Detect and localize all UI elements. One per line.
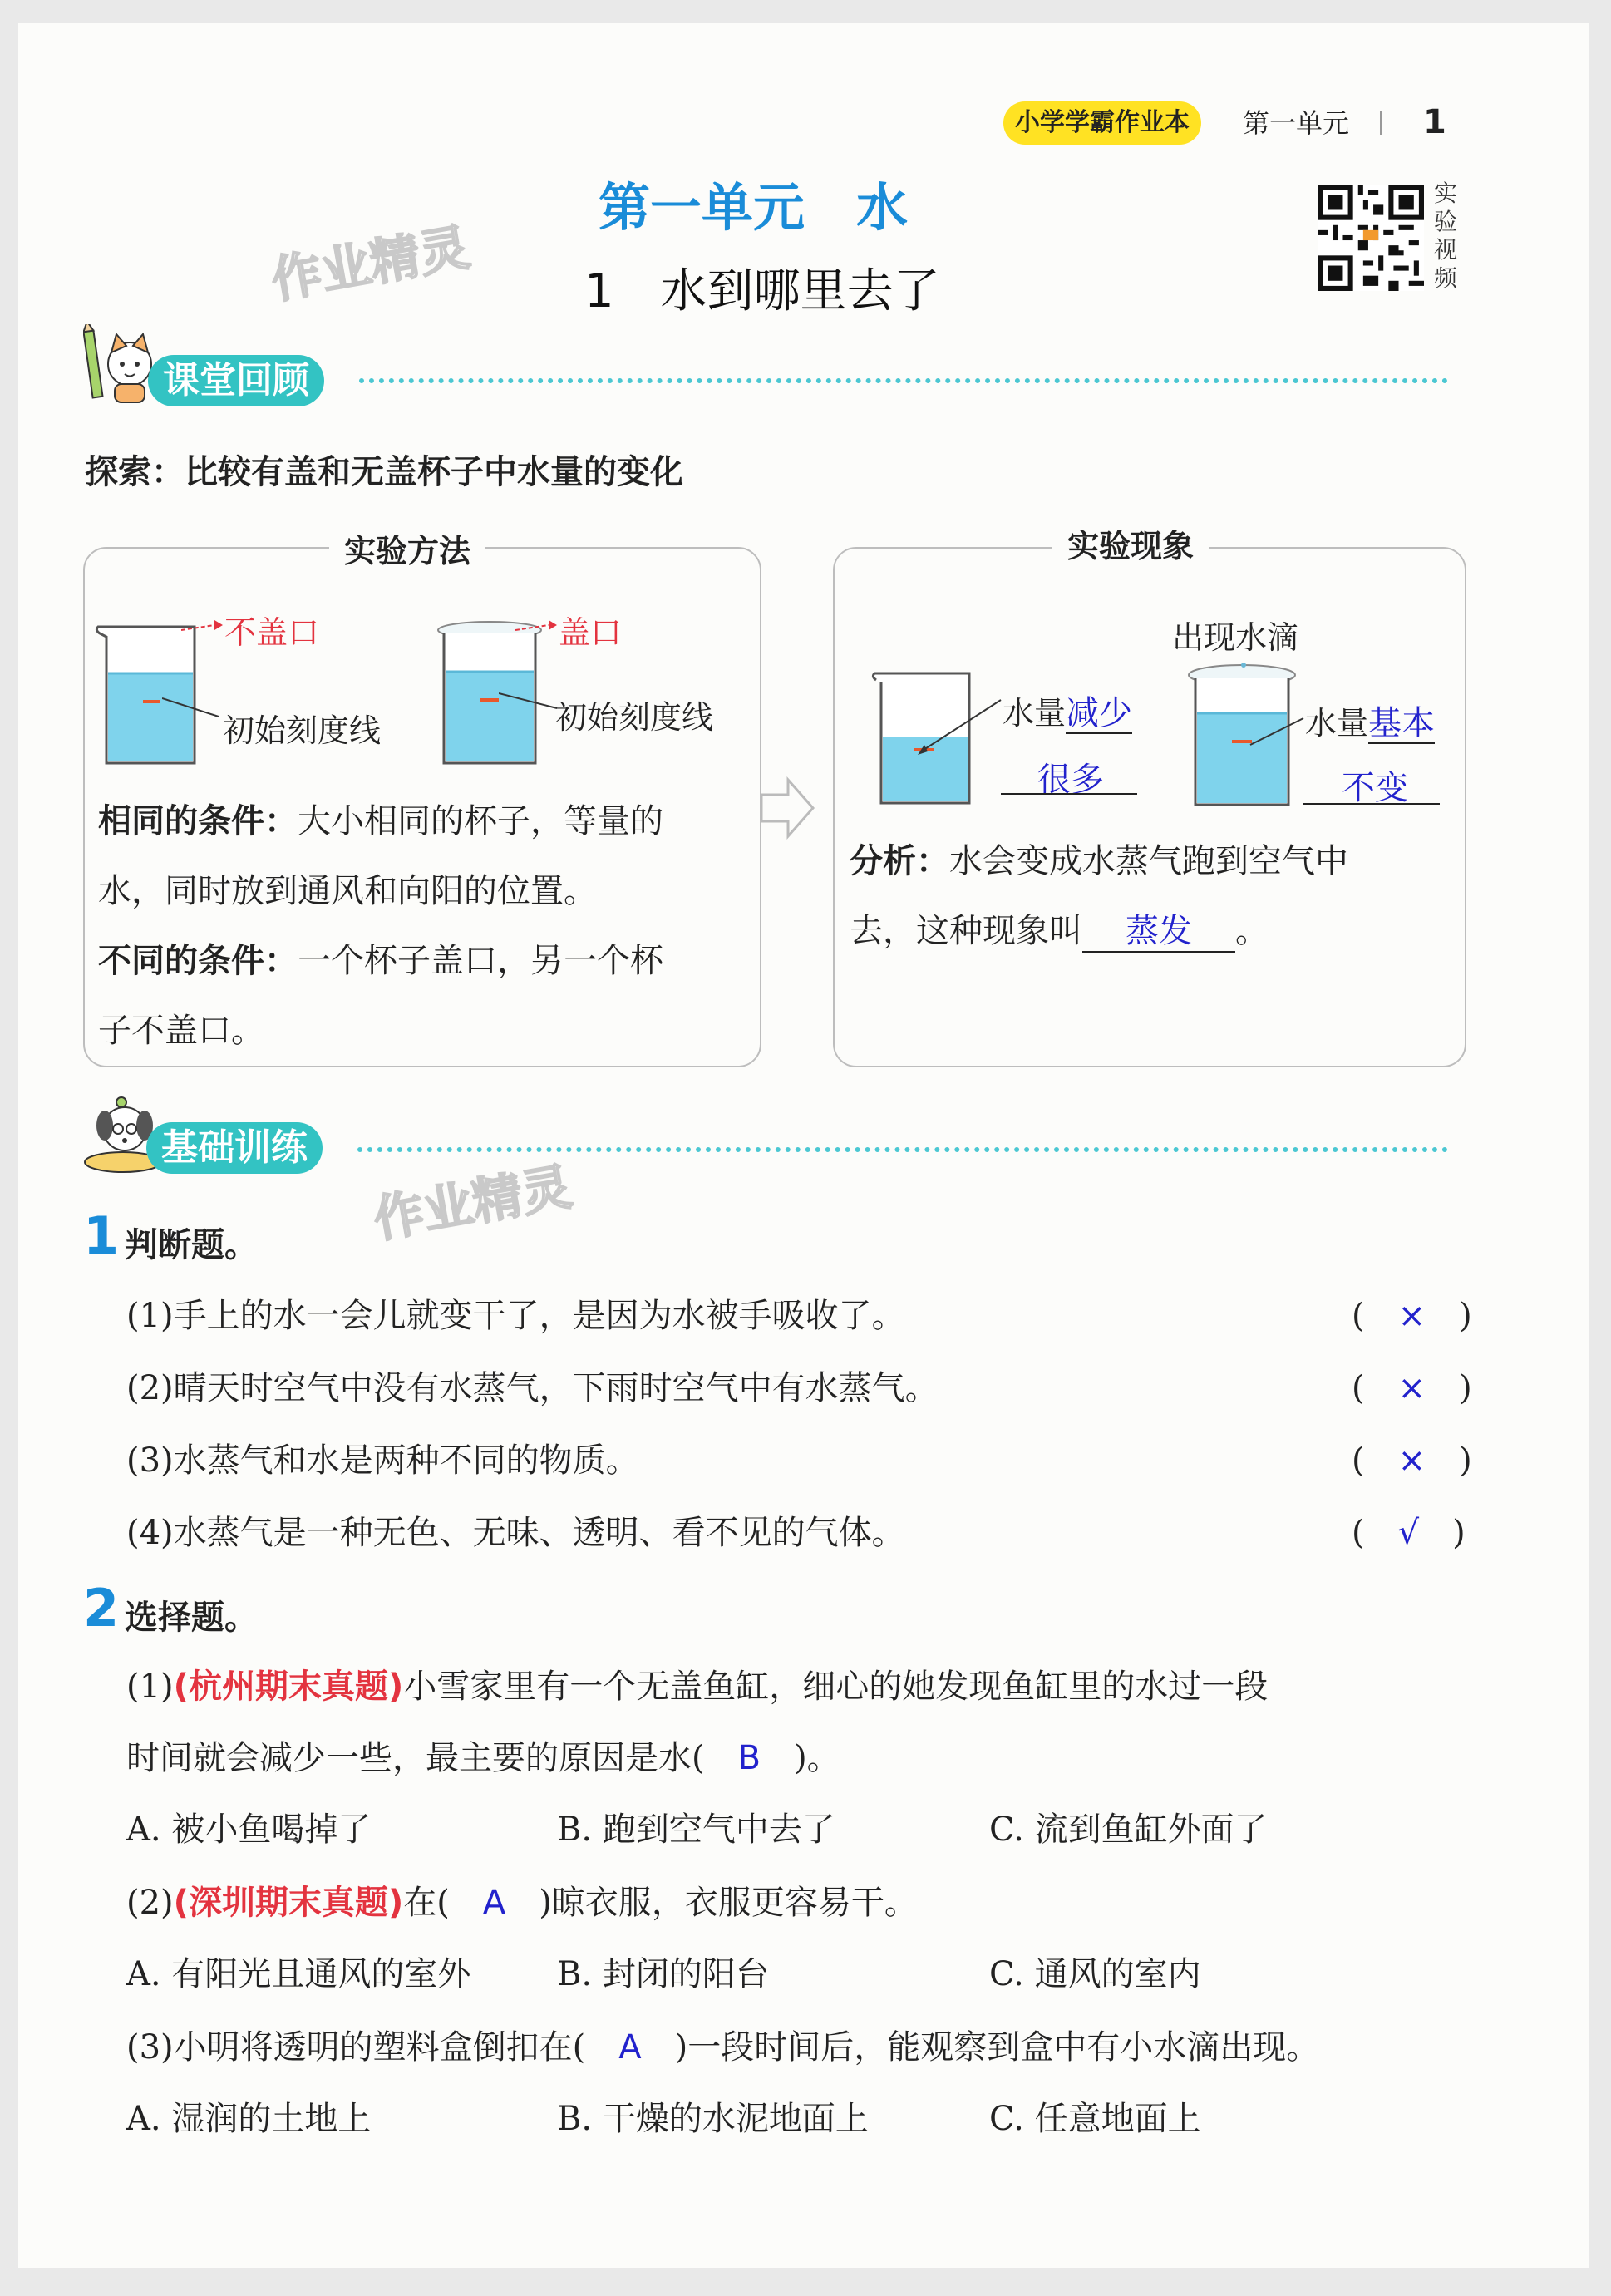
lesson-title: 1 水到哪里去了 [584,264,940,318]
option: A. 湿润的土地上 [126,2100,372,2138]
judge-item: (2)晴天时空气中没有水蒸气，下雨时空气中有水蒸气。 [126,1369,939,1407]
choice-text: 小雪家里有一个无盖鱼缸，细心的她发现鱼缸里的水过一段 [403,1668,1269,1706]
question-number: 1 [83,1205,120,1266]
series-badge: 小学学霸作业本 [1003,101,1201,145]
option: B. 干燥的水泥地面上 [557,2100,869,2138]
answer-box: ( × ) [1352,1441,1472,1480]
option: C. 流到鱼缸外面了 [989,1811,1268,1849]
section-banner-training: 基础训练 [146,1122,323,1174]
uncovered-label: 不盖口 [224,614,320,651]
diff-conditions-label: 不同的条件： [98,942,298,980]
choice-number: (1) [126,1668,174,1706]
header-unit: 第一单元 [1243,107,1350,139]
analysis [850,826,1348,966]
same-conditions-label: 相同的条件： [98,802,298,840]
option: B. 封闭的阳台 [557,1955,769,1993]
initial-line-label: 初始刻度线 [555,699,714,736]
explore-heading: 探索：比较有盖和无盖杯子中水量的变化 [85,453,683,491]
choice-number: (2) [126,1884,174,1922]
answer-decreased: 减少 [1066,694,1133,732]
choice-answer: B [737,1739,761,1777]
water-drops-label: 出现水滴 [1172,619,1299,656]
answer-mark: × [1397,1441,1426,1480]
initial-line-label: 初始刻度线 [223,712,382,749]
choice-text: (3)小明将透明的塑料盒倒扣在( [126,2028,586,2067]
answer-a-lot: 很多 [1037,761,1104,799]
analysis-label: 分析： [850,842,949,880]
arrow-icon [515,615,557,640]
option: C. 任意地面上 [989,2100,1201,2138]
question-title: 判断题。 [125,1226,258,1264]
answer-mark: √ [1397,1514,1420,1552]
choice-text: )。 [794,1739,840,1777]
analysis-text: 去，这种现象叫 [850,912,1082,950]
answer-box: ( √ ) [1352,1514,1466,1552]
answer-evaporation: 蒸发 [1082,911,1235,953]
pointer-line [914,697,1006,755]
water-level-prefix [1003,687,1132,734]
judge-item: (1)手上的水一会儿就变干了，是因为水被手吸收了。 [126,1297,905,1335]
qr-code-icon[interactable] [1318,185,1424,291]
answer-blank-line [1001,793,1137,795]
cat-pencil-mascot-icon [83,324,158,407]
arrow-icon [181,615,223,640]
answer-mark: × [1397,1369,1426,1407]
pointer-line [1247,715,1307,748]
choice-stem [126,1663,1268,1711]
water-level-text: 水量 [1003,695,1067,732]
question-title: 选择题。 [125,1599,258,1637]
answer-mark: × [1397,1297,1426,1335]
section-banner-review: 课堂回顾 [148,355,324,406]
judge-item: (3)水蒸气和水是两种不同的物质。 [126,1441,639,1480]
choice-stem [126,2023,1319,2072]
answer-blank-line [1303,803,1440,805]
choice-text: 时间就会减少一些，最主要的原因是水( [126,1739,705,1777]
right-arrow-icon [758,775,816,841]
choice-text: )一段时间后，能观察到盒中有小水滴出现。 [674,2028,1320,2067]
choice-answer: A [482,1884,506,1922]
method-box-title: 实验方法 [329,530,485,572]
water-level-text: 水量 [1305,705,1369,742]
analysis-text: 水会变成水蒸气跑到空气中 [949,842,1348,880]
same-conditions [98,786,663,1066]
choice-stem [126,1734,840,1782]
pointer-line [162,695,229,720]
same-conditions-text: 水，同时放到通风和向阳的位置。 [98,872,597,910]
option: B. 跑到空气中去了 [557,1811,835,1849]
covered-label: 盖口 [559,614,623,651]
question-number: 2 [83,1578,120,1638]
answer-box: ( × ) [1352,1369,1472,1407]
section-divider [357,1147,1448,1152]
diff-conditions-text: 子不盖口。 [98,1012,264,1050]
answer-box: ( × ) [1352,1297,1472,1335]
answer-basically: 基本 [1368,704,1436,742]
choice-answer: A [618,2028,642,2067]
choice-stem [126,1879,918,1927]
water-level-prefix [1305,697,1435,744]
source-tag: (杭州期末真题) [173,1668,404,1706]
same-conditions-text: 大小相同的杯子，等量的 [298,802,663,840]
header-divider [1380,111,1382,135]
diff-conditions-text: 一个杯子盖口，另一个杯 [298,942,663,980]
choice-text: 在( [403,1884,450,1922]
source-tag: (深圳期末真题) [173,1884,404,1922]
page-number: 1 [1423,103,1446,141]
qr-label: 实验视频 [1434,180,1458,292]
option: A. 被小鱼喝掉了 [126,1811,372,1849]
answer-unchanged: 不变 [1342,769,1408,807]
option: C. 通风的室内 [989,1955,1201,1993]
analysis-end: 。 [1235,912,1269,950]
judge-item: (4)水蒸气是一种无色、无味、透明、看不见的气体。 [126,1514,905,1552]
choice-text: )晾衣服，衣服更容易干。 [539,1884,918,1922]
watermark: 作业精灵 [369,1157,577,1250]
phenomenon-box-title: 实验现象 [1052,525,1209,567]
section-divider [359,378,1448,383]
option: A. 有阳光且通风的室外 [126,1955,471,1993]
watermark: 作业精灵 [267,218,475,311]
unit-title: 第一单元 水 [599,177,909,238]
